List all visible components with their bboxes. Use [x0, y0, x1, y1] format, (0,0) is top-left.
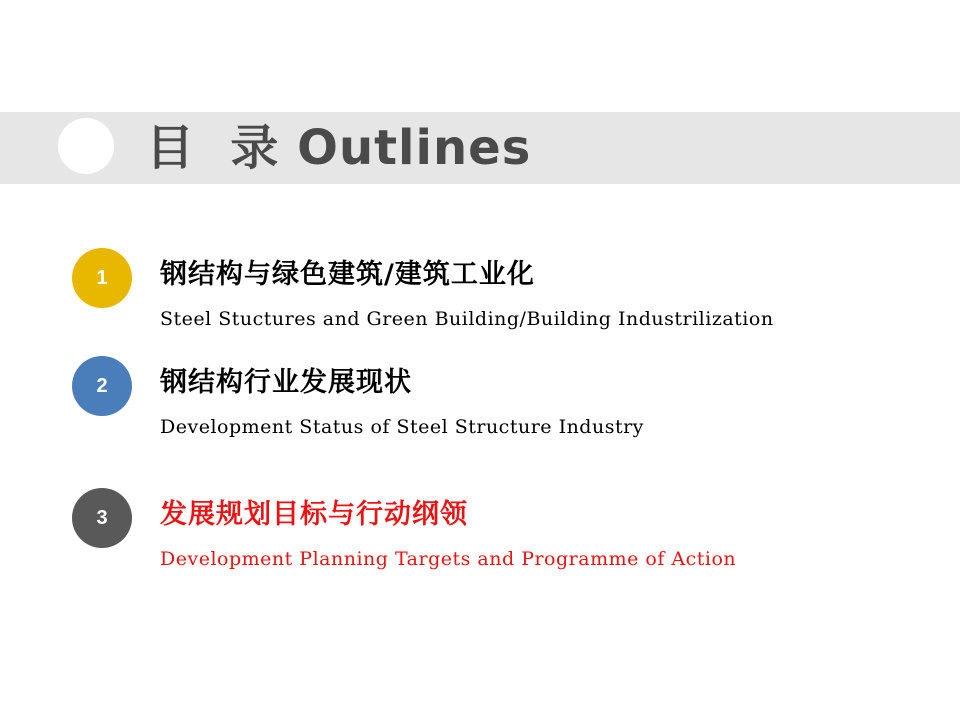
page-title: 目 录 Outlines — [146, 120, 532, 176]
outline-item-1-title-cn: 钢结构与绿色建筑/建筑工业化 — [160, 259, 535, 290]
outline-item-1-title-en: Steel Stuctures and Green Building/Building Industrilization — [160, 308, 774, 330]
outline-item-3-number-badge: 3 — [72, 488, 132, 548]
title-bullet-dot-icon — [58, 118, 114, 174]
outline-item-2-title-en: Development Status of Steel Structure Industry — [160, 416, 644, 438]
outline-item-3-title-cn: 发展规划目标与行动纲领 — [160, 499, 468, 530]
outline-item-1-number-badge: 1 — [72, 248, 132, 308]
outline-item-3-title-en: Development Planning Targets and Programme of Action — [160, 548, 737, 570]
outline-item-2-title-cn: 钢结构行业发展现状 — [160, 367, 412, 398]
outline-item-2-number-badge: 2 — [72, 356, 132, 416]
